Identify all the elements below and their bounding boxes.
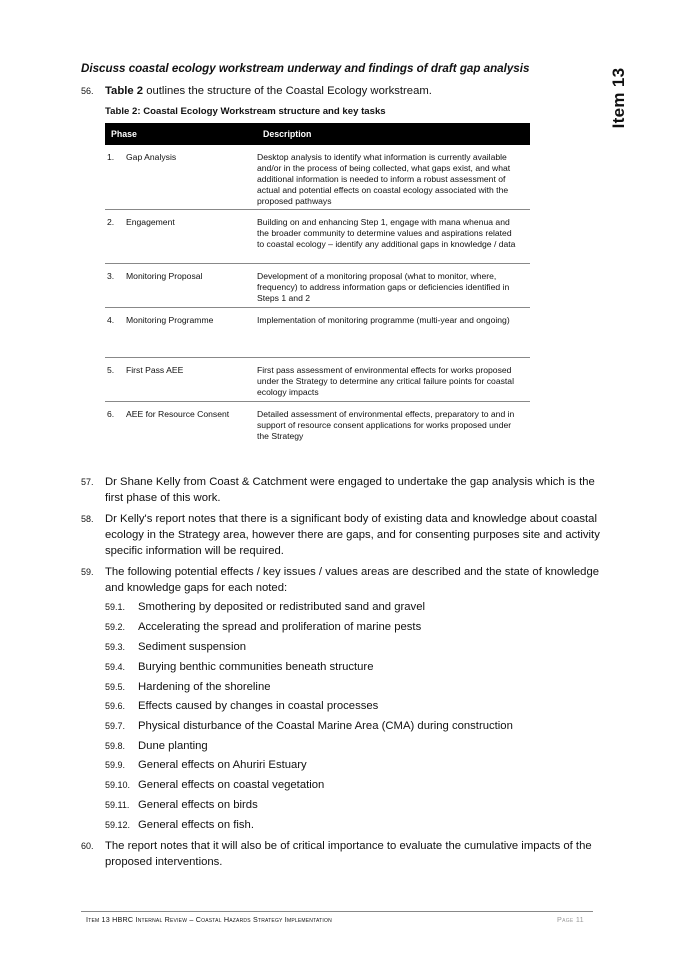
list-item-number: 59.3.: [105, 642, 126, 652]
table-row: [105, 145, 530, 210]
description-cell: First pass assessment of environmental effects for works proposed under the Strategy to determine any critical failure points for coastal ecology impacts: [257, 358, 530, 402]
item-number-text: Item 13: [609, 67, 628, 129]
list-item-text: Physical disturbance of the Coastal Marine Area (CMA) during construction: [138, 720, 513, 732]
list-item-text: General effects on Ahuriri Estuary: [138, 759, 307, 771]
list-item-number: 59.2.: [105, 622, 126, 632]
phase-cell: [105, 308, 257, 358]
list-item: [105, 738, 208, 754]
list-item-number: 59.12.: [105, 820, 131, 830]
list-item: [105, 619, 421, 635]
list-item-text: Burying benthic communities beneath structure: [138, 661, 374, 673]
list-item-number: 59.7.: [105, 721, 126, 731]
list-item: [105, 698, 378, 714]
list-item-text: General effects on coastal vegetation: [138, 779, 325, 791]
paragraph-text: Dr Shane Kelly from Coast & Catchment were engaged to undertake the gap analysis which is the first phase of this work.: [105, 476, 595, 504]
paragraph-text: Dr Kelly's report notes that there is a significant body of existing data and knowledge about coastal ecology in the Strategy area, however there are gaps, and for consenting purposes site and activity specific information will be required.: [105, 513, 600, 557]
table-caption: Table 2: Coastal Ecology Workstream structure and key tasks: [105, 106, 386, 117]
list-item-number: 59.6.: [105, 701, 126, 711]
list-item-number: 59.11.: [105, 800, 130, 810]
phase-number: 4.: [107, 315, 115, 325]
list-item-number: 59.1.: [105, 602, 126, 612]
paragraph-56: [81, 83, 601, 99]
list-item-number: 59.9.: [105, 760, 126, 770]
phase-name: Engagement: [126, 217, 175, 227]
paragraph-59: [81, 564, 601, 596]
paragraph-number: 57.: [81, 477, 94, 487]
list-item-text: General effects on fish.: [138, 819, 254, 831]
phase-name: First Pass AEE: [126, 365, 184, 375]
list-item: [105, 777, 324, 793]
description-cell: Development of a monitoring proposal (what to monitor, where, frequency) to address information gaps or deficiencies identified in Steps 1 and 2: [257, 264, 530, 308]
section-heading: Discuss coastal ecology workstream underway and findings of draft gap analysis: [81, 62, 530, 75]
page-number: Page 11: [557, 915, 584, 924]
list-item-number: 59.5.: [105, 682, 126, 692]
phase-number: 3.: [107, 271, 115, 281]
list-item-text: Dune planting: [138, 740, 208, 752]
phase-cell: [105, 210, 257, 264]
list-item-text: Hardening of the shoreline: [138, 681, 271, 693]
paragraph-text: The following potential effects / key issues / values areas are described and the state of knowledge and knowledge gaps for each noted:: [105, 566, 600, 594]
phase-cell: [105, 402, 257, 444]
list-item-text: Smothering by deposited or redistributed sand and gravel: [138, 601, 425, 613]
footer-title: Item 13 HBRC Internal Review – Coastal Hazards Strategy Implementation: [86, 915, 332, 924]
phase-number: 6.: [107, 409, 115, 419]
list-item-number: 59.4.: [105, 662, 126, 672]
paragraph-58: [81, 511, 601, 559]
list-item: [105, 599, 425, 615]
paragraph-number: 58.: [81, 514, 94, 524]
workstream-table: [105, 123, 530, 443]
paragraph-text-rest: outlines the structure of the Coastal Ecology workstream.: [143, 85, 432, 97]
table-row: [105, 308, 530, 358]
list-item: [105, 679, 271, 695]
paragraph-number: 60.: [81, 841, 94, 851]
list-item-text: General effects on birds: [138, 799, 258, 811]
paragraph-number: 56.: [81, 86, 94, 96]
list-item-text: Accelerating the spread and proliferation of marine pests: [138, 621, 422, 633]
phase-name: Gap Analysis: [126, 152, 177, 162]
table-row: [105, 264, 530, 308]
table-row: [105, 210, 530, 264]
list-item: [105, 718, 513, 734]
description-cell: Implementation of monitoring programme (multi-year and ongoing): [257, 308, 530, 358]
table-header-row: [105, 123, 530, 145]
phase-name: Monitoring Programme: [126, 315, 214, 325]
paragraph-60: [81, 838, 601, 870]
phase-number: 2.: [107, 217, 115, 227]
phase-number: 5.: [107, 365, 115, 375]
item-number-label: [604, 62, 634, 134]
list-item-text: Effects caused by changes in coastal processes: [138, 700, 379, 712]
list-item-text: Sediment suspension: [138, 641, 247, 653]
table-row: [105, 402, 530, 444]
table-reference: Table 2: [105, 85, 144, 97]
paragraph-text: [105, 83, 601, 99]
list-item: [105, 639, 246, 655]
phase-column-header: Phase: [105, 123, 257, 145]
list-item: [105, 797, 258, 813]
paragraph-number: 59.: [81, 567, 94, 577]
phase-cell: [105, 264, 257, 308]
paragraph-57: [81, 474, 601, 506]
phase-name: AEE for Resource Consent: [126, 409, 230, 419]
list-item-number: 59.10.: [105, 780, 131, 790]
paragraph-text: The report notes that it will also be of critical importance to evaluate the cumulative impacts of the proposed interventions.: [105, 840, 592, 868]
description-cell: Detailed assessment of environmental effects, preparatory to and in support of resource consent applications for works proposed under the Strategy: [257, 409, 515, 441]
phase-cell: [105, 358, 257, 402]
description-column-header: Description: [257, 123, 530, 145]
phase-number: 1.: [107, 152, 115, 162]
phase-name: Monitoring Proposal: [126, 271, 203, 281]
description-cell: Desktop analysis to identify what information is currently available and/or in the process of being collected, what gaps exist, and what additional information is needed to inform a robust assessment of actual and potential effects on coastal ecology associated with the proposed pathways: [257, 145, 530, 210]
description-cell: Building on and enhancing Step 1, engage with mana whenua and the broader community to determine values and aspirations related to coastal ecology – identify any additional gaps in knowledge / data: [257, 210, 530, 264]
list-item: [105, 757, 307, 773]
table-row: [105, 358, 530, 402]
list-item-number: 59.8.: [105, 741, 126, 751]
phase-cell: [105, 145, 257, 210]
list-item: [105, 659, 373, 675]
footer-divider: [81, 911, 593, 912]
list-item: [105, 817, 254, 833]
